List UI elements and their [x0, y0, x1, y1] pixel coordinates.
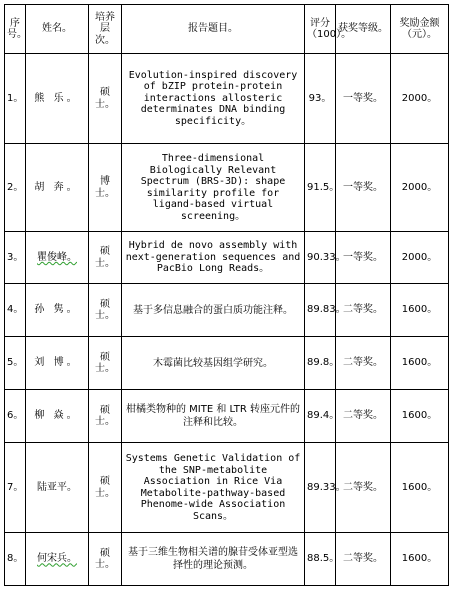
table-row: [5, 284, 449, 337]
cell-index: 1。: [5, 54, 26, 144]
table-row: [5, 337, 449, 390]
cell-name: [26, 232, 89, 284]
cell-score: 89.8。: [305, 337, 336, 390]
cell-index: 5。: [5, 337, 26, 390]
cell-level: 硕士。: [89, 443, 122, 533]
cell-score: 93。: [305, 54, 336, 144]
cell-award: 一等奖。: [336, 232, 391, 284]
table-row: [5, 54, 449, 144]
cell-name: 刘 博。: [26, 337, 89, 390]
cell-index: 7。: [5, 443, 26, 533]
cell-level: 硕士。: [89, 284, 122, 337]
awards-table: [4, 4, 449, 586]
cell-name: 柳 焱。: [26, 390, 89, 443]
cell-index: 4。: [5, 284, 26, 337]
cell-index: 8。: [5, 533, 26, 586]
cell-amount: 2000。: [391, 54, 449, 144]
cell-award: 一等奖。: [336, 144, 391, 232]
cell-name: [26, 533, 89, 586]
cell-amount: 2000。: [391, 144, 449, 232]
name-text: 何宋兵。: [37, 553, 77, 565]
cell-name: 胡 奔。: [26, 144, 89, 232]
cell-title: Evolution-inspired discovery of bZIP protein-protein interactions allosteric determinates DNA binding specificity。: [122, 54, 305, 144]
cell-level: 硕士。: [89, 390, 122, 443]
cell-amount: 1600。: [391, 443, 449, 533]
table-row: [5, 390, 449, 443]
table-row: [5, 533, 449, 586]
cell-title: 基于多信息融合的蛋白质功能注释。: [122, 284, 305, 337]
cell-index: 2。: [5, 144, 26, 232]
cell-title: Three-dimensional Biologically Relevant Spectrum (BRS-3D): shape similarity profile for ligand-based virtual screening。: [122, 144, 305, 232]
cell-score: 89.4。: [305, 390, 336, 443]
cell-title: 基于三维生物相关谱的腺苷受体亚型选择性的理论预测。: [122, 533, 305, 586]
cell-score: 89.83。: [305, 284, 336, 337]
name-text: 瞿俊峰。: [37, 251, 77, 263]
cell-amount: 1600。: [391, 337, 449, 390]
cell-title: Systems Genetic Validation of the SNP-metabolite Association in Rice Via Metabolite-pathway-based Phenome-wide Association Scans。: [122, 443, 305, 533]
cell-amount: 1600。: [391, 390, 449, 443]
cell-index: 3。: [5, 232, 26, 284]
cell-score: 88.5。: [305, 533, 336, 586]
table-row: [5, 443, 449, 533]
cell-award: 一等奖。: [336, 54, 391, 144]
cell-level: 硕士。: [89, 54, 122, 144]
header-index: 序号。: [5, 5, 26, 54]
cell-amount: 2000。: [391, 232, 449, 284]
cell-award: 二等奖。: [336, 533, 391, 586]
header-name: 姓名。: [26, 5, 89, 54]
cell-name: 孙 隽。: [26, 284, 89, 337]
cell-title: Hybrid de novo assembly with next-generation sequences and PacBio Long Reads。: [122, 232, 305, 284]
table-row: [5, 144, 449, 232]
cell-level: 硕士。: [89, 337, 122, 390]
cell-award: 二等奖。: [336, 337, 391, 390]
table-row: [5, 232, 449, 284]
cell-amount: 1600。: [391, 284, 449, 337]
cell-title: 柑橘类物种的 MITE 和 LTR 转座元件的注释和比较。: [122, 390, 305, 443]
cell-title: 木霉菌比较基因组学研究。: [122, 337, 305, 390]
header-title: 报告题目。: [122, 5, 305, 54]
cell-amount: 1600。: [391, 533, 449, 586]
header-level: 培养层次。: [89, 5, 122, 54]
cell-name: 陆亚平。: [26, 443, 89, 533]
cell-award: 二等奖。: [336, 443, 391, 533]
cell-level: 硕士。: [89, 232, 122, 284]
table-header-row: [5, 5, 449, 54]
cell-score: 90.33。: [305, 232, 336, 284]
header-amount: 奖励金额（元）。: [391, 5, 449, 54]
cell-score: 89.33。: [305, 443, 336, 533]
cell-level: 硕士。: [89, 533, 122, 586]
cell-level: 博士。: [89, 144, 122, 232]
header-award: 获奖等级。: [336, 5, 391, 54]
cell-index: 6。: [5, 390, 26, 443]
header-score: 评分（100）。: [305, 5, 336, 54]
cell-award: 二等奖。: [336, 284, 391, 337]
cell-score: 91.5。: [305, 144, 336, 232]
cell-name: 熊 乐。: [26, 54, 89, 144]
cell-award: 二等奖。: [336, 390, 391, 443]
